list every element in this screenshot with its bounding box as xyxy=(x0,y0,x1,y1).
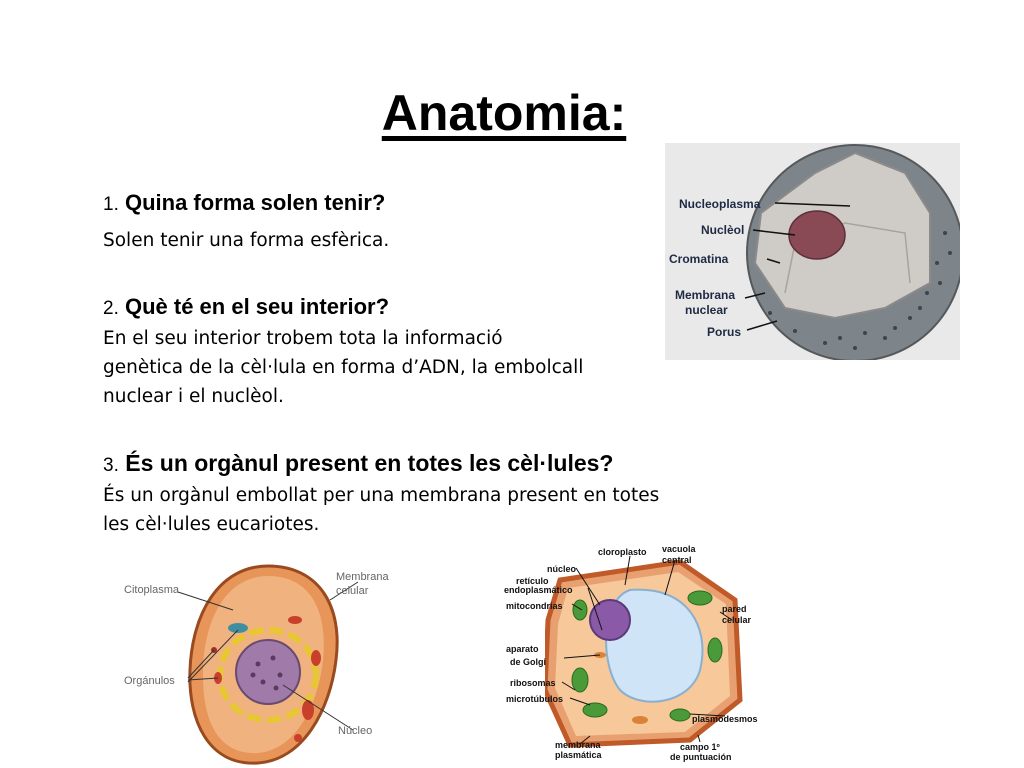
answer-1 xyxy=(103,226,389,255)
answer-3-line-1: És un orgànul embollat per una membrana present en totes xyxy=(103,485,660,506)
animal-label-membrana-2: celular xyxy=(336,585,369,597)
plant-label-aparato-2: de Golgi xyxy=(510,657,546,667)
plant-label-reticulo-2: endoplasmático xyxy=(504,585,573,595)
question-3-text: És un orgànul present en totes les cèl·lules? xyxy=(125,450,614,476)
page-title: Anatomia: xyxy=(381,85,627,141)
question-1-text: Quina forma solen tenir? xyxy=(124,190,386,215)
animal-label-nucleo: Núcleo xyxy=(338,725,373,737)
plant-label-pared-1: pared xyxy=(722,604,747,614)
question-3 xyxy=(103,450,613,477)
answer-2-line-3: nuclear i el nuclèol. xyxy=(103,386,284,407)
nucleus-label-nucleoplasma: Nucleoplasma xyxy=(679,197,761,211)
question-1-number: 1. xyxy=(103,194,119,215)
question-3-number: 3. xyxy=(103,455,119,476)
animal-label-citoplasma: Citoplasma xyxy=(124,584,180,596)
question-2-number: 2. xyxy=(103,298,119,319)
question-2 xyxy=(103,294,389,320)
plant-label-campo-1: campo 1º xyxy=(680,742,720,752)
answer-1-line-1: Solen tenir una forma esfèrica. xyxy=(103,230,390,251)
plant-label-aparato-1: aparato xyxy=(506,644,539,654)
nucleus-label-nucleol: Nuclèol xyxy=(701,223,745,237)
plant-label-vacuola-1: vacuola xyxy=(662,544,696,554)
nucleus-label-membrana-2: nuclear xyxy=(685,303,728,317)
nucleus-label-membrana-1: Membrana xyxy=(675,288,736,302)
plant-label-microtubulos: microtúbulos xyxy=(506,694,564,704)
plant-label-campo-2: de puntuación xyxy=(670,752,732,762)
nucleus xyxy=(236,640,300,704)
answer-3 xyxy=(103,481,659,539)
plant-label-reticulo-1: retículo xyxy=(516,576,549,586)
answer-2 xyxy=(103,324,583,411)
plant-label-membrana-2: plasmática xyxy=(555,750,602,760)
plant-label-mitocondrias: mitocondrias xyxy=(506,601,563,611)
plant-cell-diagram xyxy=(500,540,800,766)
plant-label-pared-2: celular xyxy=(722,615,752,625)
nucleolus xyxy=(789,211,845,259)
plant-label-membrana-1: membrana xyxy=(555,740,601,750)
answer-2-line-2: genètica de la cèl·lula en forma d’ADN, la embolcall xyxy=(103,357,584,378)
answer-2-line-1: En el seu interior trobem tota la informació xyxy=(103,328,503,349)
plant-nucleus xyxy=(590,600,630,640)
plant-label-ribosomas: ribosomas xyxy=(510,678,556,688)
answer-3-line-2: les cèl·lules eucariotes. xyxy=(103,514,320,535)
plant-label-nucleo: núcleo xyxy=(547,564,577,574)
question-1 xyxy=(103,190,385,216)
nucleus-label-cromatina: Cromatina xyxy=(669,252,729,266)
animal-label-organulos: Orgánulos xyxy=(124,675,175,687)
animal-cell-diagram xyxy=(118,560,408,768)
plant-label-cloroplasto: cloroplasto xyxy=(598,547,647,557)
animal-label-membrana-1: Membrana xyxy=(336,571,389,583)
question-2-text: Què té en el seu interior? xyxy=(124,294,390,319)
plant-label-plasmodesmos: plasmodesmos xyxy=(692,714,758,724)
nucleus-diagram xyxy=(665,143,960,360)
nucleus-label-porus: Porus xyxy=(707,325,742,339)
plant-label-vacuola-2: central xyxy=(662,555,692,565)
